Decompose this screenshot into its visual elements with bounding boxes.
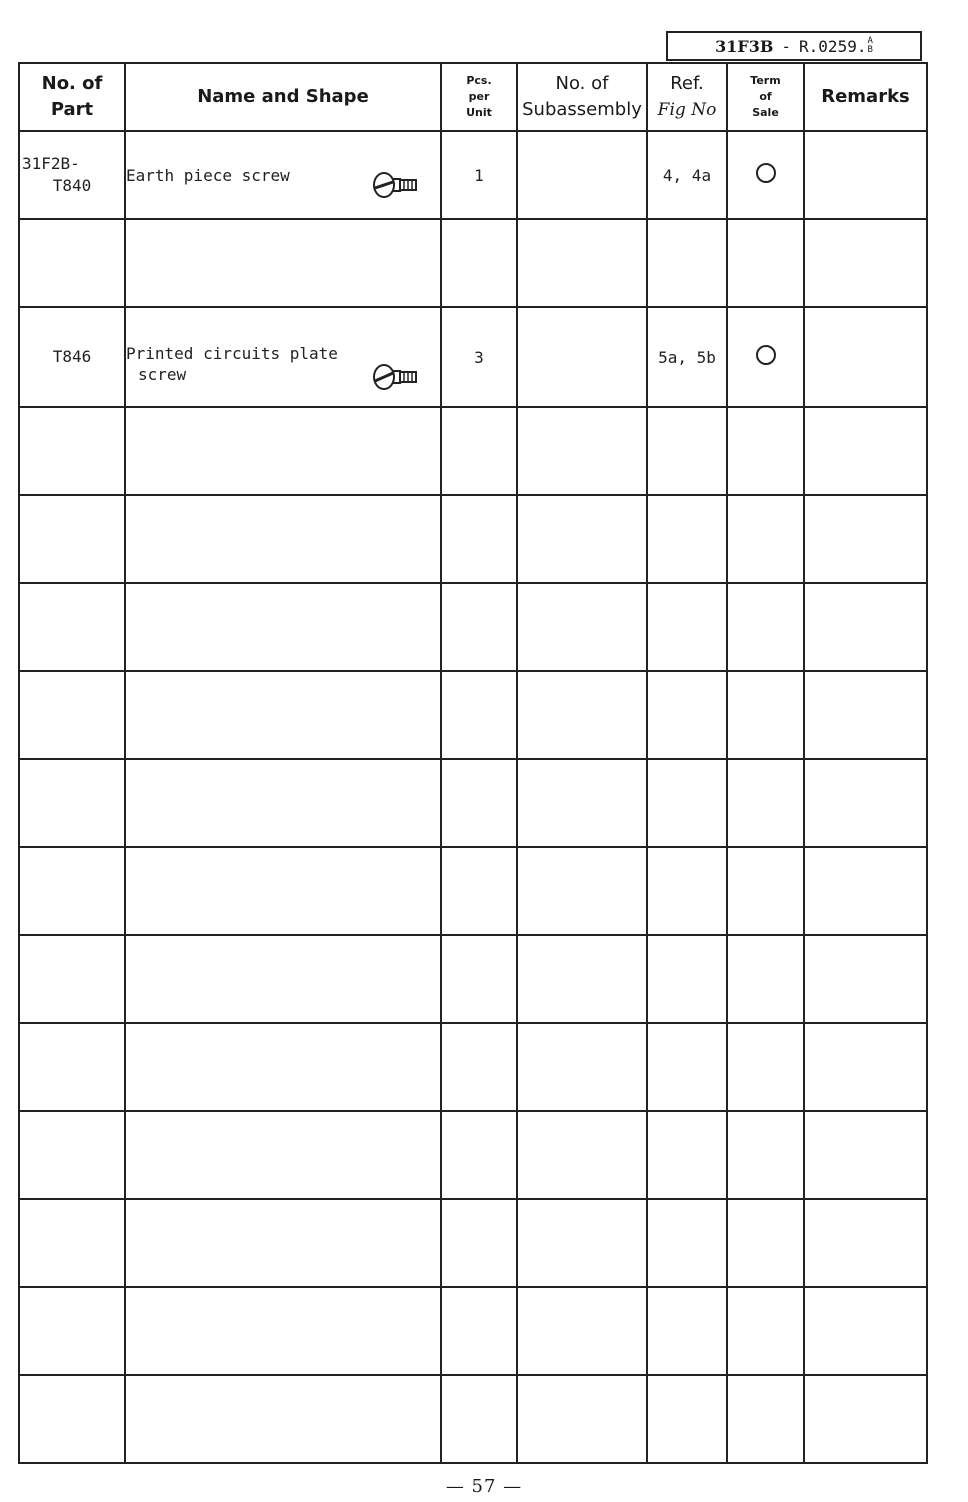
- screw-icon: [372, 362, 420, 392]
- table-row: [19, 219, 927, 307]
- doc-suffix-top: A: [867, 36, 873, 46]
- subassembly-cell: [517, 131, 647, 219]
- part-number-line1: T846: [52, 347, 92, 366]
- table-row: [19, 935, 927, 1023]
- term-of-sale-cell: [727, 131, 804, 219]
- header-part-no: [19, 63, 125, 131]
- table-row: [19, 671, 927, 759]
- header-ref-line2: Fig No: [657, 100, 717, 120]
- document-reference: [666, 31, 922, 61]
- table-row: [19, 759, 927, 847]
- header-term-line3: Sale: [752, 106, 779, 119]
- header-term-line1: Term: [750, 74, 781, 87]
- remarks-cell: [804, 307, 927, 407]
- doc-suffix-bottom: B: [867, 45, 873, 55]
- doc-number: R.0259.: [799, 36, 867, 56]
- table-row: [19, 307, 927, 407]
- header-subassembly-line2: Subassembly: [522, 99, 642, 120]
- header-remarks: Remarks: [804, 63, 927, 131]
- header-pcs-per-unit: [441, 63, 517, 131]
- header-ref-line1: Ref.: [670, 73, 704, 94]
- table-row: [19, 847, 927, 935]
- parts-table: [18, 62, 928, 1464]
- table-row: [19, 131, 927, 219]
- term-of-sale-cell: [727, 307, 804, 407]
- header-part-no-line1: No. of: [41, 73, 103, 94]
- header-row: [19, 63, 927, 131]
- part-number-line1: 31F2B-: [22, 154, 80, 173]
- page-number: — 57 —: [445, 1476, 523, 1497]
- screw-icon: [372, 170, 420, 200]
- ref-fig-cell: 4, 4a: [647, 131, 727, 219]
- subassembly-cell: [517, 307, 647, 407]
- header-subassembly-line1: No. of: [555, 73, 609, 94]
- table-row: [19, 1375, 927, 1463]
- table-row: [19, 407, 927, 495]
- header-pcs-line3: Unit: [466, 106, 492, 119]
- table-row: [19, 1199, 927, 1287]
- circle-mark-icon: [756, 163, 776, 183]
- part-name-line1: Printed circuits plate: [126, 344, 338, 363]
- quantity-cell: 1: [441, 131, 517, 219]
- remarks-cell: [804, 131, 927, 219]
- header-name-shape: Name and Shape: [125, 63, 441, 131]
- doc-code: 31F3B: [715, 36, 774, 56]
- table-row: [19, 1111, 927, 1199]
- doc-suffix: [867, 37, 872, 55]
- header-term-of-sale: [727, 63, 804, 131]
- header-pcs-line1: Pcs.: [466, 74, 492, 87]
- part-number-cell: [19, 307, 125, 407]
- header-ref-fig: [647, 63, 727, 131]
- ref-fig-cell: 5a, 5b: [647, 307, 727, 407]
- part-number-line2: T840: [52, 176, 92, 195]
- quantity-cell: 3: [441, 307, 517, 407]
- doc-separator: -: [781, 36, 792, 56]
- header-part-no-line2: Part: [50, 99, 94, 120]
- header-term-line2: of: [759, 90, 772, 103]
- table-row: [19, 1287, 927, 1375]
- part-name-line2: screw: [138, 365, 187, 384]
- table-row: [19, 495, 927, 583]
- part-number-cell: [19, 131, 125, 219]
- header-subassembly: [517, 63, 647, 131]
- circle-mark-icon: [756, 345, 776, 365]
- part-name-line1: Earth piece screw: [126, 165, 290, 185]
- name-shape-cell: [125, 131, 441, 219]
- name-shape-cell: [125, 307, 441, 407]
- table-row: [19, 1023, 927, 1111]
- header-pcs-line2: per: [468, 90, 490, 103]
- table-row: [19, 583, 927, 671]
